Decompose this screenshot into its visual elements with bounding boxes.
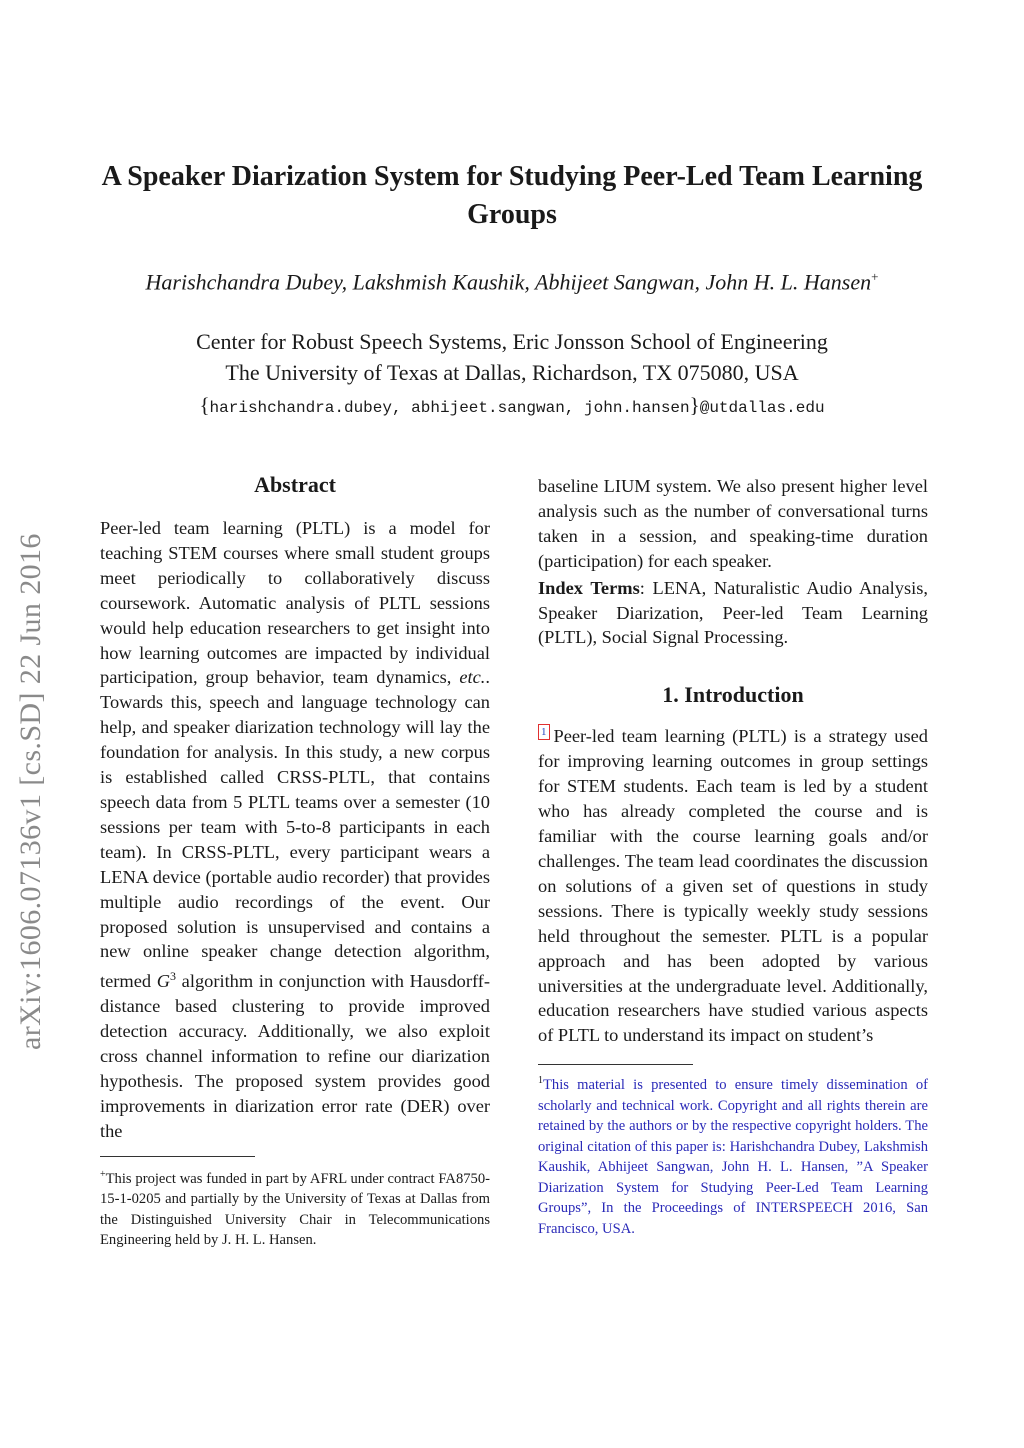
index-terms [538, 576, 928, 651]
abstract-body [100, 516, 490, 1144]
left-column [100, 470, 490, 1251]
email-close-brace: } [689, 393, 700, 417]
paper-title: A Speaker Diarization System for Studying Peer-Led Team Learning Groups [101, 161, 923, 230]
funding-footnote [100, 1165, 490, 1251]
abstract-text-1: Peer-led team learning (PLTL) is a model for teaching STEM courses where small student groups meet periodically to collaboratively discuss coursework. Automatic analysis of PLTL sessions would help education researchers to get insight into how learning outcomes are impacted by individual participation, group behavior, team dynamics, [100, 518, 490, 688]
abstract-heading: Abstract [254, 472, 336, 497]
copyright-footnote-mark: 1 [538, 1075, 543, 1087]
footnote-rule-right [538, 1064, 693, 1065]
affiliation [60, 326, 964, 388]
index-terms-text: : LENA, Naturalistic Audio Analysis, Speaker Diarization, Peer-led Team Learning (PLTL), Social Signal Processing. [538, 577, 928, 648]
copyright-footnote[interactable] [538, 1071, 928, 1239]
abstract-text-3: algorithm in conjunction with Hausdorff-distance based clustering to provide improved detection accuracy. Additionally, we also exploit cross channel information to refine our diarization hypothesis. The proposed system provides good improvements in diarization error rate (DER) over the [100, 971, 490, 1141]
copyright-footnote-text: This material is presented to ensure timely dissemination of scholarly and technical work. Copyright and all rights therein are retained by the authors or by the respective copyright holders. The original citation of this paper is: Harishchandra Dubey, Lakshmish Kaushik, Abhijeet Sangwan, John H. L. Hansen, ”A Speaker Diarization System for Studying Peer-Led Team Learning Groups”, In the Proceedings of INTERSPEECH 2016, San Francisco, USA. [538, 1077, 928, 1237]
footnote-link-marker[interactable]: 1 [538, 724, 550, 740]
index-terms-label: Index Terms [538, 577, 640, 598]
g3-exponent: 3 [170, 969, 177, 984]
arxiv-stamp: arXiv:1606.07136v1 [cs.SD] 22 Jun 2016 [14, 533, 47, 1050]
author-list [60, 262, 964, 297]
abstract-continuation: baseline LIUM system. We also present higher level analysis such as the number of conversational turns taken in a session, and speaking-time duration (participation) for each speaker. [538, 476, 928, 571]
author-names: Harishchandra Dubey, Lakshmish Kaushik, Abhijeet Sangwan, John H. L. Hansen [145, 269, 872, 295]
introduction-heading: 1. Introduction [662, 682, 804, 708]
email-names: harishchandra.dubey, abhijeet.sangwan, john.hansen [209, 399, 690, 417]
abstract-etc: etc. [459, 667, 486, 688]
affiliation-line-2: The University of Texas at Dallas, Richardson, TX 075080, USA [225, 360, 799, 385]
footnote-rule-left [100, 1156, 255, 1157]
author-funding-mark: + [871, 269, 879, 284]
email-domain: @utdallas.edu [699, 399, 825, 417]
author-emails [60, 392, 964, 421]
funding-footnote-text: This project was funded in part by AFRL under contract FA8750-15-1-0205 and partially by the University of Texas at Dallas from the Distinguished University Chair in Telecommunications Engineering held by J. H. L. Hansen. [100, 1170, 490, 1249]
funding-footnote-mark: + [100, 1168, 106, 1180]
introduction-body [538, 724, 928, 1048]
introduction-text: Peer-led team learning (PLTL) is a strategy used for improving learning outcomes in group settings for STEM students. Each team is led by a student who has already completed the course and is familiar with the course learning goals and/or challenges. The team lead coordinates the discussion on solutions of a given set of questions in study sessions. There is typically weekly study sessions held throughout the semester. PLTL is a popular approach and has been adopted by various universities at the undergraduate level. Additionally, education researchers have studied various aspects of PLTL to understand its impact on student’s [538, 726, 928, 1046]
email-open-brace: { [199, 393, 210, 417]
g3-symbol: G [156, 971, 171, 992]
abstract-text-2: . Towards this, speech and language technology can help, and speaker diarization technology will lay the foundation for analysis. In this study, a new corpus is established called CRSS-PLTL, that contains speech data from 5 PLTL teams over a semester (10 sessions per team with 5-to-8 participants in each team). In CRSS-PLTL, every participant wears a LENA device (portable audio recorder) that provides multiple audio recordings of the event. Our proposed solution is unsupervised and contains a new online speaker change detection algorithm, termed [100, 667, 490, 992]
affiliation-line-1: Center for Robust Speech Systems, Eric Jonsson School of Engineering [196, 329, 828, 354]
right-column [538, 474, 928, 1239]
